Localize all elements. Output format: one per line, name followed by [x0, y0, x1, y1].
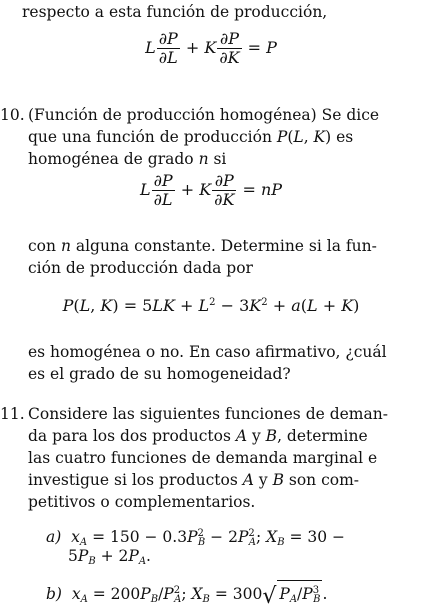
problem-10-line-6: es homogénea o no. En caso afirmativo, ¿cuál: [28, 343, 387, 361]
equation-production-function: P(L, $K) = 5LK + L^2 - 3K^2 + a(L + K)$: [62, 296, 360, 315]
equation-euler: L $\frac{\partial P}{\partial L}$ + K $\frac{\partial P}{\partial K}$ = P: [145, 29, 277, 67]
equation-homogeneous: L $\frac{\partial P}{\partial L}$ + K $\frac{\partial P}{\partial K}$ = nP: [139, 171, 283, 209]
item-a-line-1: a) $x_A = 150 - 0.3P^2_B - 2P^2_A$; $X_B = 30$ −: [46, 528, 346, 548]
problem-10-line-2: que una función de producción P(L, K) es: [28, 128, 354, 146]
problem-11-line-5: petitivos o complementarios.: [28, 493, 256, 511]
problem-11-line-2: da para los dos productos A y B, determine: [28, 427, 368, 445]
problem-10-line-4: con n alguna constante. Determine si la fun-: [28, 237, 377, 255]
problem-10-line-1: (Función de producción homogénea) Se dice: [28, 106, 380, 124]
problem-10-line-5: ción de producción dada por: [28, 259, 253, 277]
problem-11-line-4: investigue si los productos A y B son com-: [28, 471, 360, 489]
problem-11-number: 11.: [0, 405, 25, 423]
item-b: b) $x_A = 200P_B/P^2_A$; $X_B = 300√$ $P_A/P^3_B$ .: [46, 580, 327, 610]
problem-10-line-3: homogénea de grado n si: [28, 150, 227, 168]
problem-10-line-7: es el grado de su homogeneidad?: [28, 365, 291, 383]
problem-10-number: 10.: [0, 106, 25, 124]
item-a-line-2: $5P_B + 2P_A$.: [68, 547, 151, 567]
problem-11-line-1: Considere las siguientes funciones de deman-: [28, 405, 388, 423]
problem-11-line-3: las cuatro funciones de demanda marginal e: [28, 449, 378, 467]
intro-line: respecto a esta función de producción,: [22, 3, 328, 21]
